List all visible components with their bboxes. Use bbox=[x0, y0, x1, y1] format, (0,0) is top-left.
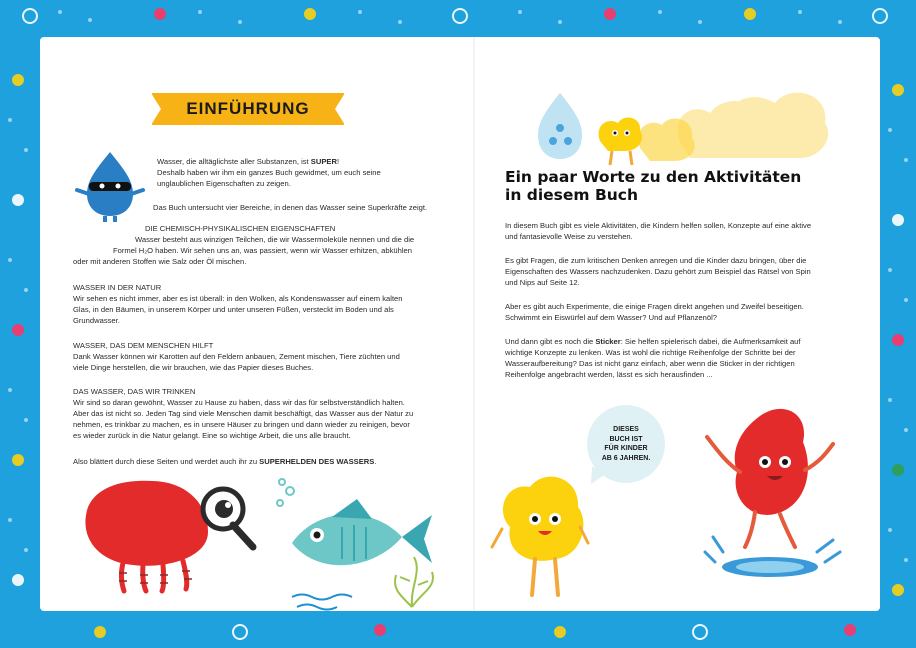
age-bubble-line-3: FÜR KINDER bbox=[604, 445, 648, 452]
activities-heading-line-1: Ein paar Worte zu den Aktivitäten bbox=[505, 168, 802, 186]
section-chemistry-line-3: oder mit anderen Stoffen wie Salz oder Öl mischen. bbox=[73, 257, 247, 266]
activities-p3-line-2: Schwimmt ein Eiswürfel auf dem Wasser? Und auf Pflanzenöl? bbox=[505, 313, 718, 322]
activities-p1-line-1: In diesem Buch gibt es viele Aktivitäten, die Kindern helfen sollen, Konzepte auf eine aktive bbox=[505, 221, 812, 230]
activities-paragraph-1 bbox=[505, 220, 850, 242]
activities-p2-line-2: Eigenschaften des Wassers nachzudenken. Dazu gehört zum Beispiel das Rätsel von Spin bbox=[505, 267, 811, 276]
activities-p4-line-3: Wasseraufbereitung? Das ist nicht ganz einfach, aber wenn die Sticker in der richtigen bbox=[505, 359, 795, 368]
section-drinking-line-2: Aber das ist nicht so. Jeden Tag sind viele Menschen damit beschäftigt, das Wasser aus der Natur zu bbox=[73, 409, 414, 418]
areas-line: Das Buch untersucht vier Bereiche, in denen das Wasser seine Superkräfte zeigt. bbox=[153, 203, 428, 212]
section-human-line-2: viele Dinge herstellen, die wir brauchen, wie das Papier dieses Buches. bbox=[73, 363, 314, 372]
activities-p3-line-1: Aber es gibt auch Experimente, die einige Fragen direkt angehen und Zweifel beseitigen. bbox=[505, 302, 804, 311]
activities-p4-line-2: wichtige Konzepte zu lenken. Was ist wohl die richtige Reihenfolge der Schritte bei der bbox=[505, 348, 796, 357]
intro-line-2: Deshalb haben wir ihm ein ganzes Buch gewidmet, um euch seine bbox=[157, 168, 381, 177]
activities-paragraph-4 bbox=[505, 336, 850, 380]
age-bubble-line-1: DIESES bbox=[613, 426, 639, 433]
intro-banner-title: EINFÜHRUNG bbox=[186, 99, 310, 118]
section-nature-line-2: Glas, in den Bäumen, in unserem Körper und unter unseren Füßen, versteckt im Boden und als bbox=[73, 305, 394, 314]
activities-p4-line-4: Reihenfolge angebracht werden, lässt es sich herausfinden ... bbox=[505, 370, 713, 379]
intro-line-1: Wasser, die alltäglichste aller Substanzen, ist SUPER! bbox=[157, 157, 340, 166]
section-nature-line-3: Grundwasser. bbox=[73, 316, 120, 325]
section-nature bbox=[73, 282, 433, 326]
section-nature-line-1: Wir sehen es nicht immer, aber es ist überall: in den Wolken, als Kondenswasser auf einem kalten bbox=[73, 294, 403, 303]
section-nature-heading: WASSER IN DER NATUR bbox=[73, 283, 162, 292]
section-drinking-heading: DAS WASSER, DAS WIR TRINKEN bbox=[73, 387, 196, 396]
red-creature-splash-illustration bbox=[695, 402, 865, 582]
activities-heading bbox=[505, 168, 805, 204]
age-bubble bbox=[587, 405, 665, 483]
activities-paragraph-2 bbox=[505, 255, 850, 288]
activities-p2-line-3: und Nips auf Seite 12. bbox=[505, 278, 580, 287]
section-chemistry-heading: DIE CHEMISCH-PHYSIKALISCHEN EIGENSCHAFTEN bbox=[145, 224, 336, 233]
section-chemistry-line-1: Wasser besteht aus winzigen Teilchen, die wir Wassermoleküle nennen und die die bbox=[135, 235, 415, 244]
fish-illustration bbox=[272, 477, 452, 611]
section-drinking-line-3: nehmen, es trinkbar zu machen, es in unsere Häuser zu bringen und dann wieder zu reinigen, bevor bbox=[73, 420, 410, 429]
activities-paragraph-3 bbox=[505, 301, 850, 323]
water-drop-hero-illustration bbox=[75, 150, 145, 225]
activities-p4-line-1: Und dann gibt es noch die Sticker: Sie helfen spielerisch dabei, die Aufmerksamkeit auf bbox=[505, 337, 801, 346]
intro-banner bbox=[152, 93, 344, 125]
age-bubble-line-2: BUCH IST bbox=[609, 435, 643, 443]
intro-paragraph bbox=[157, 156, 457, 189]
intro-line-3: unglaublichen Eigenschaften zu zeigen. bbox=[157, 179, 291, 188]
closing-line: Also blättert durch diese Seiten und werdet auch ihr zu SUPERHELDEN DES WASSERS. bbox=[73, 457, 377, 466]
age-bubble-line-4: AB 6 JAHREN. bbox=[601, 454, 651, 462]
activities-p2-line-1: Es gibt Fragen, die zum kritischen Denken anregen und die Kinder dazu bringen, über die bbox=[505, 256, 807, 265]
red-creature-magnifier-illustration bbox=[78, 477, 238, 592]
section-chemistry-line-2: Formel H₂O haben. Wir sehen uns an, was passiert, wenn wir Wasser erhitzen, abkühlen bbox=[113, 246, 412, 255]
activities-p1-line-2: und fantasievolle Weise zu verstehen. bbox=[505, 232, 633, 241]
activities-heading-line-2: in diesem Buch bbox=[505, 186, 639, 204]
book-spine bbox=[473, 37, 475, 611]
drop-and-character-illustration bbox=[520, 73, 850, 168]
section-drinking-line-4: es wieder zurück in die Natur gelangt. Eine so wichtige Arbeit, die uns alle braucht. bbox=[73, 431, 351, 440]
yellow-creature-illustration bbox=[490, 467, 590, 607]
section-chemistry bbox=[73, 223, 443, 267]
section-human-line-1: Dank Wasser können wir Karotten auf den Feldern anbauen, Zement mischen, Tiere züchten und bbox=[73, 352, 400, 361]
book-spread bbox=[40, 37, 880, 611]
section-human-heading: WASSER, DAS DEM MENSCHEN HILFT bbox=[73, 341, 214, 350]
section-drinking-line-1: Wir sind so daran gewöhnt, Wasser zu Hause zu haben, dass wir das für selbstverständlich halten. bbox=[73, 398, 405, 407]
section-drinking bbox=[73, 386, 433, 441]
section-human bbox=[73, 340, 433, 373]
